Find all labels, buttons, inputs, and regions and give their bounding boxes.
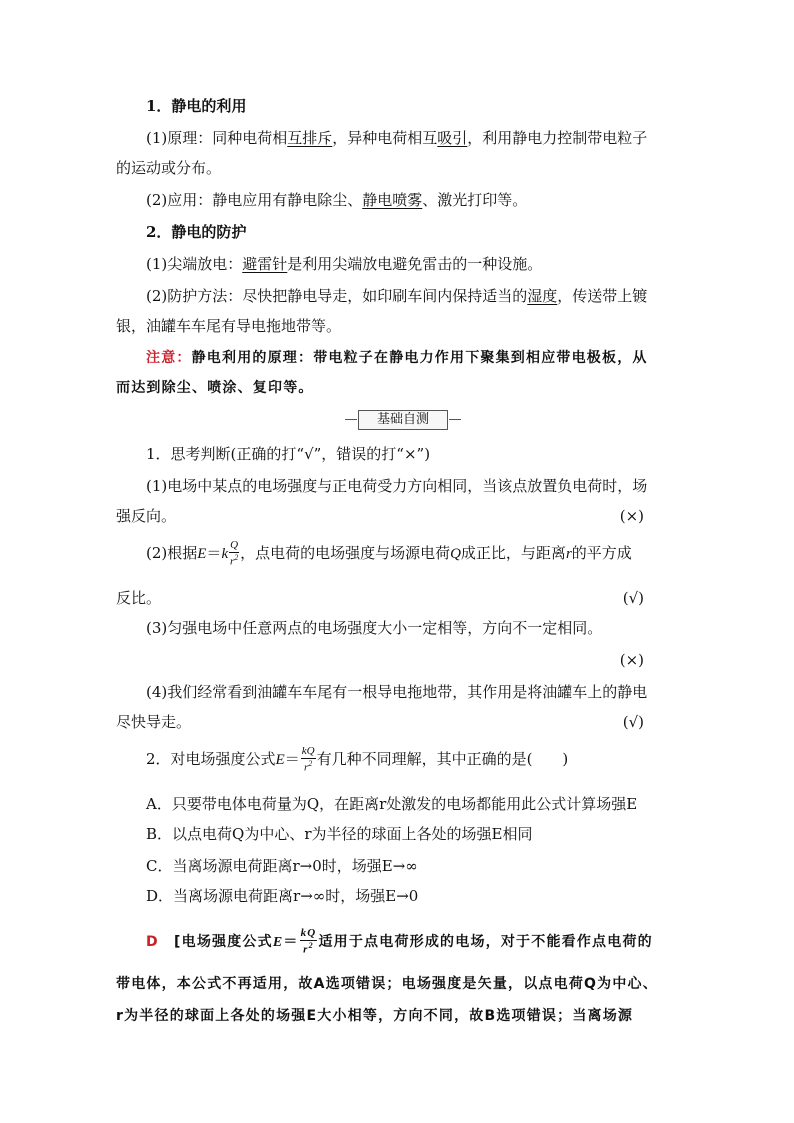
q1-item3: (3)匀强电场中任意两点的电场强度大小一定相等，方向不一定相同。 xyxy=(146,619,603,637)
answer-line1: D [电场强度公式E＝ $\frac{kQ}{r^2}$ 适用于点电荷形成的电场，对于不能看作点电荷的 xyxy=(146,927,653,956)
q1-item3-mark: (×) xyxy=(619,651,644,669)
s2-tip-discharge: (1)尖端放电：避雷针是利用尖端放电避免雷击的一种设施。 xyxy=(146,255,543,273)
note-line2: 而达到除尘、喷涂、复印等。 xyxy=(116,380,314,396)
s2-protection-line1: (2)防护方法：尽快把静电导走，如印刷车间内保持适当的湿度，传送带上镀 xyxy=(146,287,648,305)
s1-principle-line2: 的运动或分布。 xyxy=(116,159,222,177)
q1-item2-line1: (2)根据E＝k $\frac{Q}{r^2}$ ，点电荷的电场强度与场源电荷Q成正比，与距离r的平方成 xyxy=(146,539,632,568)
q1-stem: 1．思考判断(正确的打“√”，错误的打“×”) xyxy=(146,445,431,463)
q2-option-a: A．只要带电体电荷量为Q，在距离r处激发的电场都能用此公式计算场强E xyxy=(146,795,638,813)
s1-principle-line1: (1)原理：同种电荷相互排斥，异种电荷相互吸引，利用静电力控制带电粒子 xyxy=(146,129,648,147)
note-line1: 注意：静电利用的原理：带电粒子在静电力作用下聚集到相应带电极板，从 xyxy=(146,350,648,366)
q1-item1-line1: (1)电场中某点的电场强度与正电荷受力方向相同，当该点放置负电荷时，场 xyxy=(146,477,648,495)
q2-option-d: D．当离场源电荷距离r→∞时，场强E→0 xyxy=(146,887,419,905)
q2-option-c: C．当离场源电荷距离r→0时，场强E→∞ xyxy=(146,857,418,875)
q1-fraction: $\frac{Q}{r^2}$ xyxy=(229,539,239,568)
q1-item1-line2: 强反向。 xyxy=(116,507,177,525)
section2-heading: 2．静电的防护 xyxy=(146,223,247,241)
section-header-box: 基础自测 xyxy=(358,410,448,430)
q1-item2-mark: (√) xyxy=(622,589,644,607)
answer-line3: r为半径的球面上各处的场强E大小相等，方向不同，故B选项错误；当离场源 xyxy=(116,1008,634,1024)
answer-line2: 带电体，本公式不再适用，故A选项错误；电场强度是矢量，以点电荷Q为中心、 xyxy=(116,976,658,992)
q2-option-b: B．以点电荷Q为中心、r为半径的球面上各处的场强E相同 xyxy=(146,825,533,843)
answer-letter: D xyxy=(146,933,159,950)
q1-item2-line2: 反比。 xyxy=(116,589,162,607)
answer-fraction: $\frac{kQ}{r^2}$ xyxy=(300,927,317,956)
q2-stem: 2．对电场强度公式E＝ $\frac{kQ}{r^2}$ 有几种不同理解，其中正确的是( ) xyxy=(146,745,569,774)
section1-heading: 1．静电的利用 xyxy=(146,97,247,115)
q1-item1-mark: (×) xyxy=(619,507,644,525)
q1-item4-line2: 尽快导走。 xyxy=(116,713,192,731)
s2-protection-line2: 银，油罐车车尾有导电拖地带等。 xyxy=(116,317,342,335)
s1-application: (2)应用：静电应用有静电除尘、静电喷雾、激光打印等。 xyxy=(146,191,528,209)
q1-item4-line1: (4)我们经常看到油罐车车尾有一根导电拖地带，其作用是将油罐车上的静电 xyxy=(146,683,648,701)
q2-fraction: $\frac{kQ}{r^2}$ xyxy=(301,745,315,774)
q1-item4-mark: (√) xyxy=(622,713,644,731)
